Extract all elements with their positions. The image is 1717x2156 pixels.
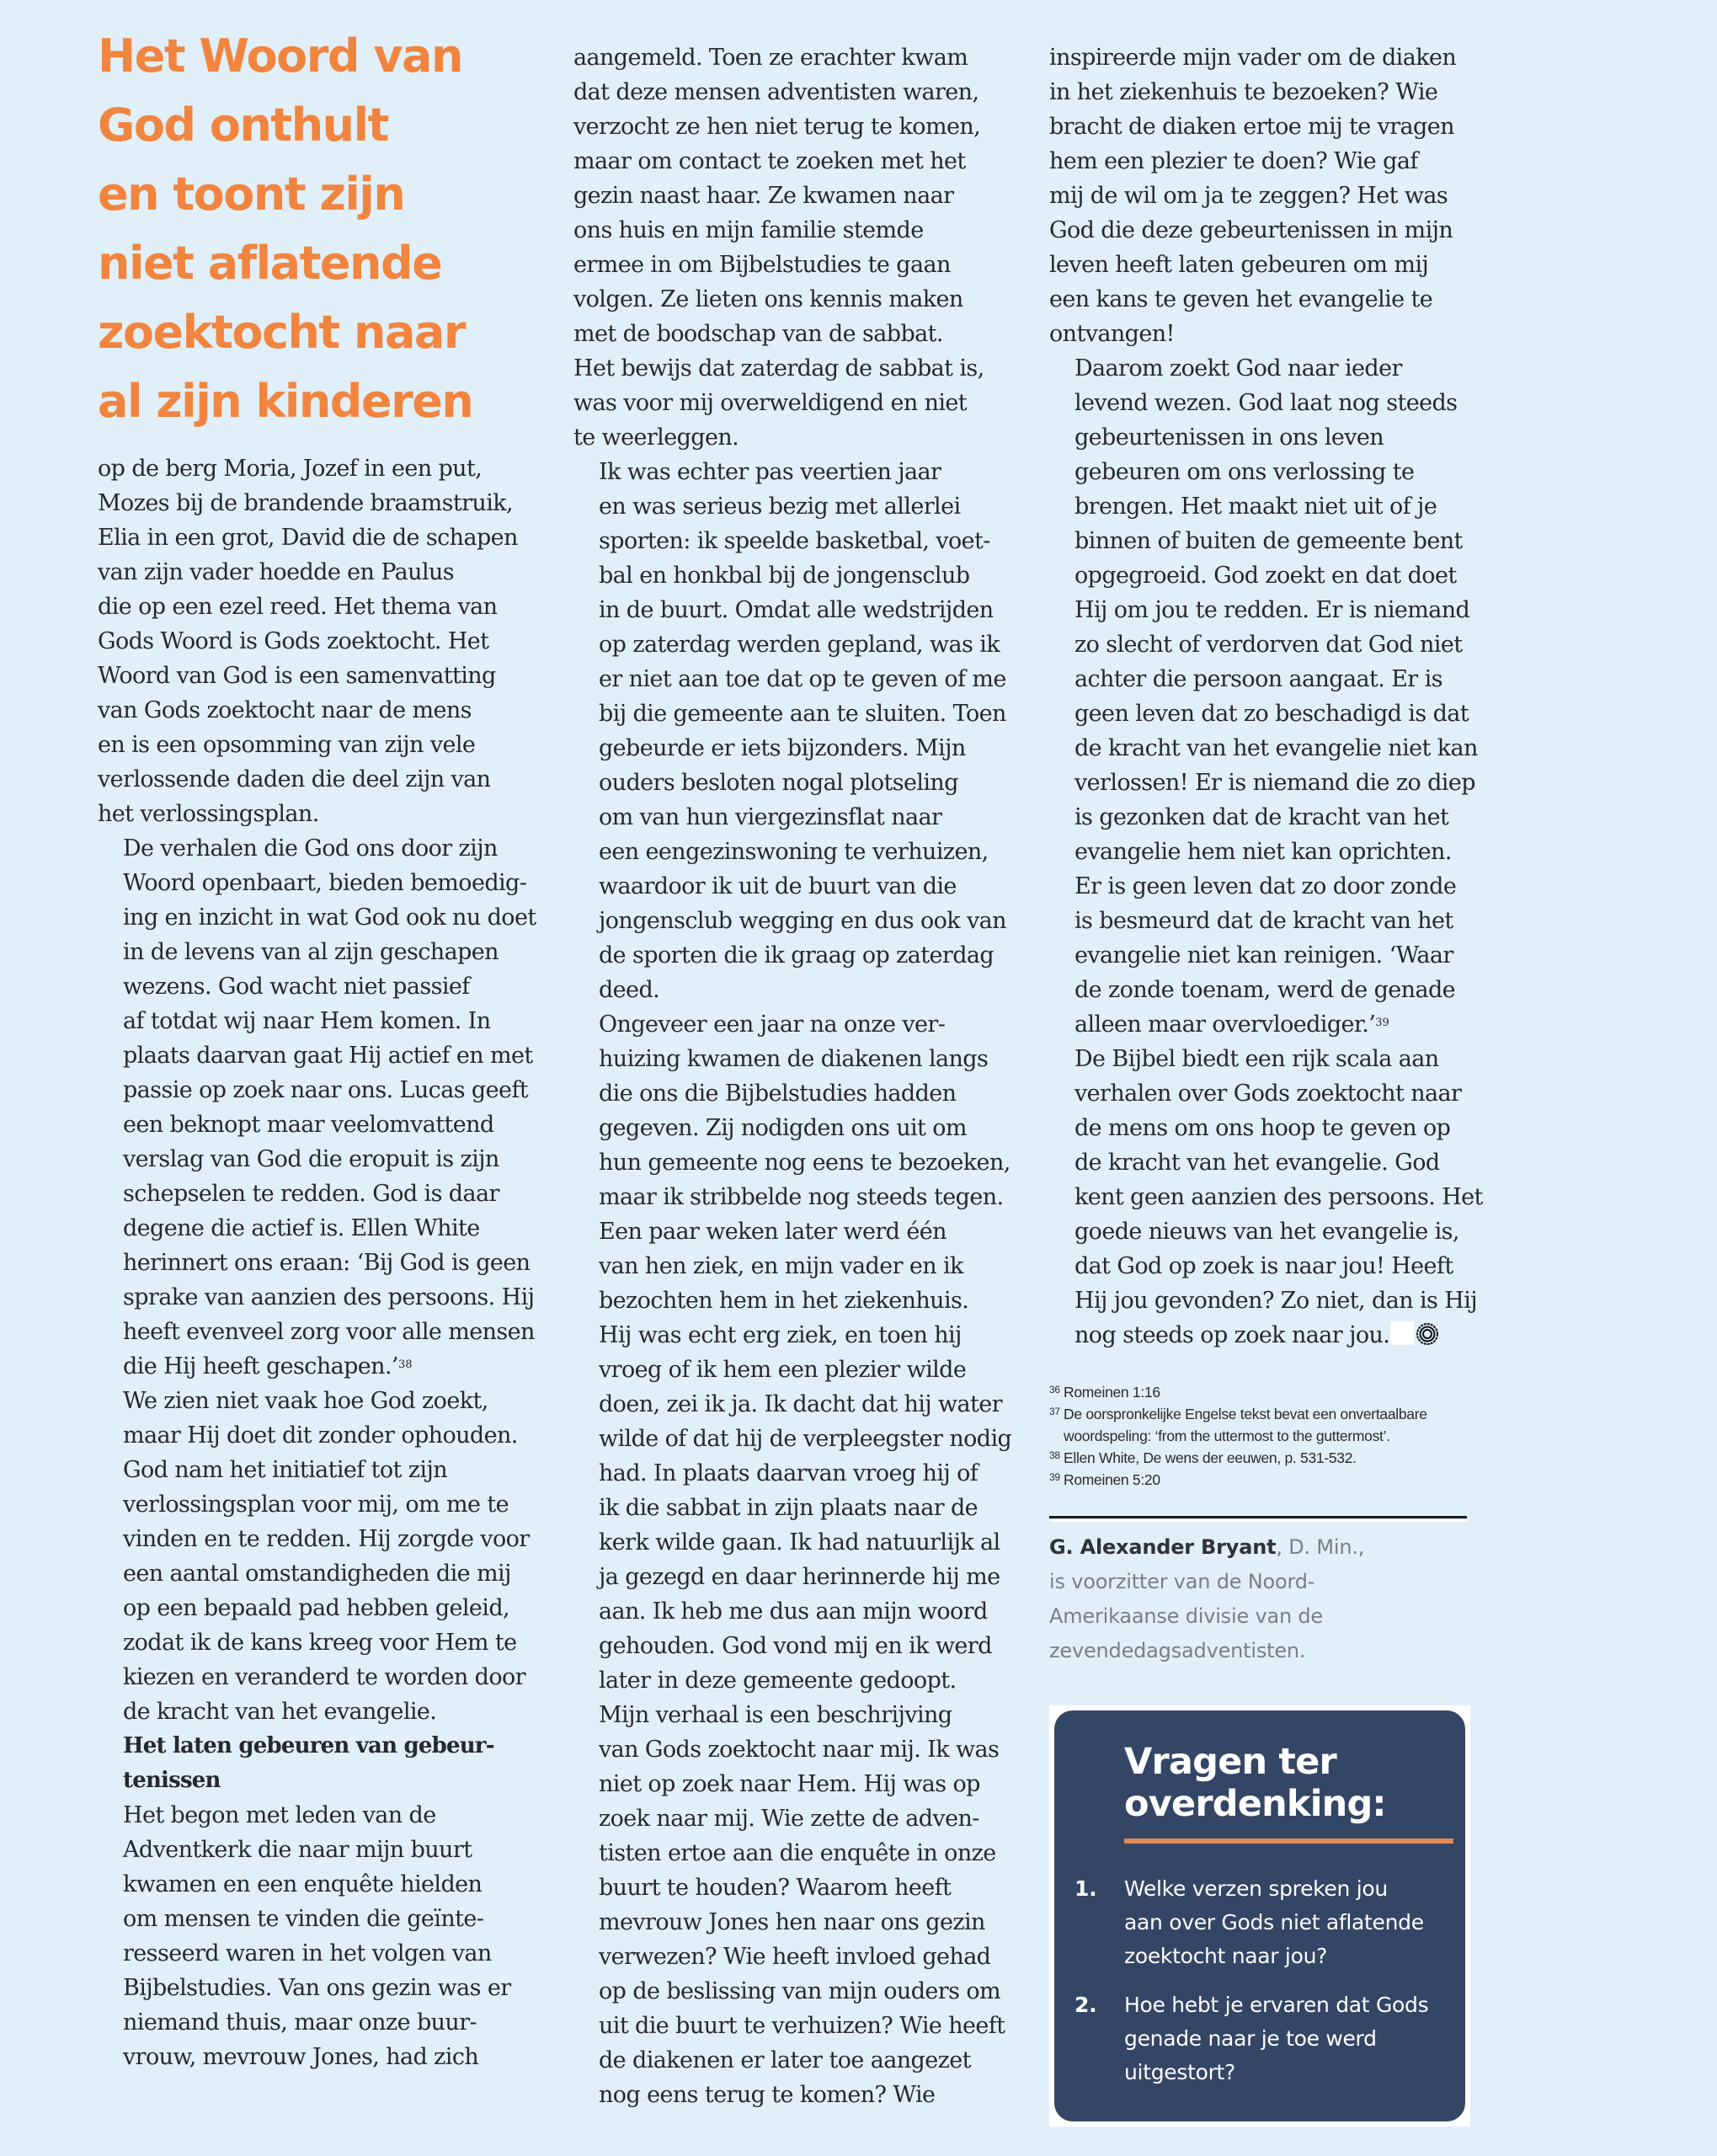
question-item (1074, 1988, 1445, 2089)
text-line: doen, zei ik ja. Ik dacht dat hij water (599, 1391, 1002, 1417)
text-line: aan. Ik heb me dus aan mijn woord (599, 1598, 988, 1625)
text-line: verlossingsplan voor mij, om me te (123, 1492, 509, 1518)
text-line: ouders besloten nogal plotseling (599, 770, 958, 796)
text-line: bracht de diaken ertoe mij te vragen (1049, 114, 1454, 140)
text-line: bij die gemeente aan te sluiten. Toen (599, 701, 1006, 727)
question-item (1074, 1872, 1445, 1973)
text-line: van Gods zoektocht naar mij. Ik was (599, 1737, 1000, 1763)
text-line: levend wezen. God laat nog steeds (1074, 390, 1458, 416)
headline-line: Het Woord van (98, 29, 462, 83)
text-line: mevrouw Jones hen naar ons gezin (599, 1909, 985, 1935)
text-line: Er is geen leven dat zo door zonde (1074, 873, 1457, 899)
question-line: Welke verzen spreken jou (1124, 1876, 1388, 1901)
text-line: volgen. Ze lieten ons kennis maken (573, 286, 963, 312)
text-line: in de levens van al zijn geschapen (123, 939, 499, 965)
paragraph (98, 1798, 552, 2074)
text-line: Adventkerk die naar mijn buurt (123, 1837, 472, 1863)
text-line: dat God op zoek is naar jou! Heeft (1074, 1253, 1453, 1279)
text-line: huizing kwamen de diakenen langs (599, 1046, 989, 1072)
text-line: en was serieus bezig met allerlei (599, 494, 961, 520)
author-name: G. Alexander Bryant (1049, 1535, 1277, 1559)
text-line: goede nieuws van het evangelie is, (1074, 1219, 1459, 1245)
end-mark-icon (1390, 1321, 1414, 1345)
text-line: verwezen? Wie heeft invloed gehad (599, 1944, 991, 1970)
title-underline (1124, 1838, 1453, 1844)
text-line: ik die sabbat in zijn plaats naar de (599, 1495, 978, 1521)
text-line: sprake van aanzien des persoons. Hij (123, 1284, 535, 1310)
text-line: de zonde toenam, werd de genade (1074, 977, 1456, 1003)
author-bio-line: is voorzitter van de Noord- (1049, 1570, 1315, 1593)
section-subheading (98, 1729, 552, 1798)
text-line: alleen maar overvloediger.’$^{39}$ (1074, 1011, 1389, 1038)
text-line: zo slecht of verdorven dat God niet (1074, 632, 1463, 658)
text-line: verlossen! Er is niemand die zo diep (1074, 770, 1475, 796)
text-line: inspireerde mijn vader om de diaken (1049, 45, 1457, 71)
footnotes (1049, 1381, 1504, 1491)
text-line: Ik was echter pas veertien jaar (599, 459, 941, 485)
text-line: op zaterdag werden gepland, was ik (599, 632, 1000, 658)
text-line: op de beslissing van mijn ouders om (599, 1978, 1000, 2004)
text-line: gebeuren om ons verlossing te (1074, 459, 1415, 485)
text-line: zodat ik de kans kreeg voor Hem te (123, 1630, 517, 1656)
text-line: niemand thuis, maar onze buur- (123, 2009, 477, 2036)
text-line: die ons die Bijbelstudies hadden (599, 1081, 957, 1107)
reflection-questions-box (1049, 1705, 1470, 2127)
paragraph (573, 455, 1028, 1007)
text-line: in het ziekenhuis te bezoeken? Wie (1049, 79, 1438, 105)
text-line: We zien niet vaak hoe God zoekt, (123, 1388, 488, 1414)
question-number: 1. (1074, 1876, 1097, 1901)
text-line: maar om contact te zoeken met het (573, 148, 966, 174)
text-line: uit die buurt te verhuizen? Wie heeft (599, 2013, 1005, 2039)
text-line: en is een opsomming van zijn vele (98, 732, 476, 758)
text-line: nog steeds op zoek naar jou. (1049, 1318, 1504, 1353)
text-line: kwamen en een enquête hielden (123, 1871, 483, 1897)
text-line: Het bewijs dat zaterdag de sabbat is, (573, 355, 984, 382)
footnote-text: De oorspronkelijke Engelse tekst bevat een onvertaalbare woordspeling: ‘from the uttermost to the guttermost’. (1064, 1406, 1427, 1444)
text-line: verslag van God die eropuit is zijn (123, 1146, 499, 1172)
text-line: een beknopt maar veelomvattend (123, 1112, 494, 1138)
footnote-number: 36 (1049, 1384, 1060, 1396)
text-line: Elia in een grot, David die de schapen (98, 525, 518, 551)
text-line: herinnert ons eraan: ‘Bij God is geen (123, 1250, 531, 1276)
question-line: Hoe hebt je ervaren dat Gods (1124, 1993, 1429, 2017)
text-line: op de berg Moria, Jozef in een put, (98, 456, 483, 482)
text-line: dat deze mensen adventisten waren, (573, 79, 979, 105)
paragraph (1049, 351, 1504, 1042)
author-bio-line: Amerikaanse divisie van de (1049, 1604, 1323, 1628)
footnote-text: Romeinen 5:20 (1064, 1471, 1160, 1488)
column-left (98, 0, 552, 2074)
text-line: de kracht van het evangelie niet kan (1074, 735, 1478, 761)
footnote-reference: 39 (1375, 1017, 1389, 1029)
text-line: Daarom zoekt God naar ieder (1074, 355, 1402, 382)
body-text-left (98, 451, 552, 2074)
text-line: jongensclub wegging en dus ook van (599, 908, 1006, 934)
questions-list (1074, 1872, 1445, 2089)
headline-line: en toont zijn (98, 168, 405, 221)
text-line: een aantal omstandigheden die mij (123, 1561, 511, 1587)
text-line: gehouden. God vond mij en ik werd (599, 1633, 992, 1659)
text-line: hun gemeente nog eens te bezoeken, (599, 1150, 1010, 1176)
text-line: van zijn vader hoedde en Paulus (98, 559, 455, 585)
text-line: God die deze gebeurtenissen in mijn (1049, 217, 1453, 243)
author-divider (1049, 1516, 1467, 1518)
paragraph (98, 451, 552, 831)
text-line: het verlossingsplan. (98, 801, 319, 827)
text-line: de kracht van het evangelie. (123, 1699, 437, 1725)
text-line: ja gezegd en daar herinnerde hij me (599, 1564, 1000, 1590)
text-line: met de boodschap van de sabbat. (573, 321, 943, 347)
text-line: Mozes bij de brandende braamstruik, (98, 490, 514, 516)
text-line: was voor mij overweldigend en niet (573, 390, 968, 416)
text-line: wilde of dat hij de verpleegster nodig (599, 1426, 1012, 1452)
question-line: zoektocht naar jou? (1124, 1944, 1328, 1968)
footnote-number: 39 (1049, 1471, 1060, 1483)
text-line: verzocht ze hen niet terug te komen, (573, 114, 981, 140)
paragraph (98, 831, 552, 1384)
text-line: zoek naar mij. Wie zette de adven- (599, 1806, 979, 1832)
text-line: gegeven. Zij nodigden ons uit om (599, 1115, 967, 1141)
text-line: die Hij heeft geschapen.’$^{38}$ (123, 1353, 413, 1380)
text-line: vinden en te redden. Hij zorgde voor (123, 1526, 530, 1552)
question-text (1124, 1988, 1428, 2089)
text-line: er niet aan toe dat op te geven of me (599, 666, 1006, 692)
text-line: Hij jou gevonden? Zo niet, dan is Hij (1074, 1288, 1477, 1314)
text-line: Woord van God is een samenvatting (98, 663, 496, 689)
text-line: brengen. Het maakt niet uit of je (1074, 494, 1437, 520)
author-bio-line: zevendedagsadventisten. (1049, 1639, 1306, 1662)
text-line: de sporten die ik graag op zaterdag (599, 942, 994, 969)
body-text-right (1049, 40, 1504, 1353)
text-line: later in deze gemeente gedoopt. (599, 1668, 957, 1694)
text-line: God nam het initiatief tot zijn (123, 1457, 448, 1483)
text-line: maar ik stribbelde nog steeds tegen. (599, 1184, 1004, 1210)
reflection-questions-title (1124, 1741, 1445, 1825)
footnote (1049, 1403, 1504, 1447)
reflection-questions-panel (1054, 1710, 1465, 2121)
author-bio (1049, 1530, 1453, 1668)
text-line: een eengezinswoning te verhuizen, (599, 839, 989, 865)
text-line: binnen of buiten de gemeente bent (1074, 528, 1463, 554)
text-line: is besmeurd dat de kracht van het (1074, 908, 1453, 934)
paragraph (573, 40, 1028, 455)
text-line: passie op zoek naar ons. Lucas geeft (123, 1077, 529, 1103)
text-line: aangemeld. Toen ze erachter kwam (573, 45, 968, 71)
text-line: die op een ezel reed. Het thema van (98, 594, 498, 620)
question-text (1124, 1872, 1424, 1973)
text-line: van Gods zoektocht naar de mens (98, 697, 472, 723)
text-line: achter die persoon aangaat. Er is (1074, 666, 1442, 692)
paragraph (573, 1698, 1028, 2112)
text-line: Bijbelstudies. Van ons gezin was er (123, 1975, 511, 2001)
text-line: evangelie niet kan reinigen. ‘Waar (1074, 942, 1453, 969)
text-line: bezochten hem in het ziekenhuis. (599, 1288, 969, 1314)
text-line: ontvangen! (1049, 321, 1175, 347)
text-line: geen leven dat zo beschadigd is dat (1074, 701, 1469, 727)
text-line: verhalen over Gods zoektocht naar (1074, 1081, 1462, 1107)
text-line: plaats daarvan gaat Hij actief en met (123, 1043, 533, 1069)
title-line: Vragen ter (1124, 1741, 1336, 1783)
text-line: te weerleggen. (573, 424, 739, 451)
text-line: de kracht van het evangelie. God (1074, 1150, 1440, 1176)
text-line: vrouw, mevrouw Jones, had zich (123, 2044, 479, 2070)
headline-line: zoektocht naar (98, 306, 465, 359)
headline-line: niet aflatende (98, 237, 442, 290)
text-line: om mensen te vinden die geïnte- (123, 1906, 484, 1932)
text-line: sporten: ik speelde basketbal, voet- (599, 528, 990, 554)
text-line: gebeurde er iets bijzonders. Mijn (599, 735, 966, 761)
text-line: gezin naast haar. Ze kwamen naar (573, 183, 954, 209)
text-line: verlossende daden die deel zijn van (98, 766, 491, 792)
text-line: Ongeveer een jaar na onze ver- (599, 1011, 946, 1038)
footnote-text: Ellen White, De wens der eeuwen, p. 531-532. (1064, 1449, 1357, 1466)
text-line: Gods Woord is Gods zoektocht. Het (98, 628, 489, 654)
text-line: Hij was echt erg ziek, en toen hij (599, 1322, 962, 1348)
text-line: Hij om jou te redden. Er is niemand (1074, 597, 1470, 623)
paragraph (1049, 40, 1504, 351)
paragraph (573, 1007, 1028, 1698)
question-number: 2. (1074, 1993, 1097, 2017)
text-line: buurt te houden? Waarom heeft (599, 1875, 952, 1901)
text-line: op een bepaald pad hebben geleid, (123, 1595, 510, 1621)
text-line: tisten ertoe aan die enquête in onze (599, 1840, 996, 1866)
question-line: aan over Gods niet aflatende (1124, 1910, 1424, 1935)
footnote-reference: 38 (397, 1358, 413, 1371)
text-line: de diakenen er later toe aangezet (599, 2047, 971, 2073)
text-line: Woord openbaart, bieden bemoedig- (123, 870, 527, 896)
text-line: een kans te geven het evangelie te (1049, 286, 1433, 312)
body-text-middle (573, 40, 1028, 2112)
text-line: tenissen (123, 1768, 221, 1793)
footnote (1049, 1469, 1504, 1491)
headline-line: God onthult (98, 99, 388, 152)
paragraph (1049, 1042, 1504, 1353)
text-line: degene die actief is. Ellen White (123, 1215, 480, 1241)
text-line: gebeurtenissen in ons leven (1074, 424, 1384, 451)
footnote-number: 37 (1049, 1406, 1060, 1417)
text-line: Het begon met leden van de (123, 1802, 436, 1828)
author-credentials: , D. Min., (1276, 1535, 1365, 1559)
article-headline (98, 0, 552, 428)
title-line: overdenking: (1124, 1783, 1386, 1825)
text-line: De Bijbel biedt een rijk scala aan (1074, 1046, 1439, 1072)
text-line: ons huis en mijn familie stemde (573, 217, 924, 243)
text-line: van hen ziek, en mijn vader en ik (599, 1253, 963, 1279)
text-line: kerk wilde gaan. Ik had natuurlijk al (599, 1529, 1000, 1556)
text-line: Een paar weken later werd één (599, 1219, 946, 1245)
text-line: in de buurt. Omdat alle wedstrijden (599, 597, 994, 623)
text-line: ermee in om Bijbelstudies te gaan (573, 252, 951, 278)
text-line: deed. (599, 977, 660, 1003)
text-line: nog eens terug te komen? Wie (599, 2082, 936, 2108)
text-line: hem een plezier te doen? Wie gaf (1049, 148, 1418, 174)
question-line: genade naar je toe werd (1124, 2026, 1377, 2051)
question-line: uitgestort? (1124, 2060, 1236, 2084)
text-line: De verhalen die God ons door zijn (123, 835, 498, 862)
text-line: waardoor ik uit de buurt van die (599, 873, 957, 899)
text-line: wezens. God wacht niet passief (123, 974, 470, 1000)
text-line: mij de wil om ja te zeggen? Het was (1049, 183, 1448, 209)
text-line: heeft evenveel zorg voor alle mensen (123, 1319, 535, 1345)
text-line: Het laten gebeuren van gebeur- (123, 1733, 494, 1758)
text-line: leven heeft laten gebeuren om mij (1049, 252, 1429, 278)
text-line: af totdat wij naar Hem komen. In (123, 1008, 491, 1034)
text-line: kiezen en veranderd te worden door (123, 1664, 525, 1690)
text-line: niet op zoek naar Hem. Hij was op (599, 1771, 980, 1797)
headline-line: al zijn kinderen (98, 375, 473, 428)
text-line: schepselen te redden. God is daar (123, 1181, 499, 1207)
footnote-text: Romeinen 1:16 (1064, 1384, 1160, 1401)
text-line: had. In plaats daarvan vroeg hij of (599, 1460, 978, 1486)
column-middle (573, 0, 1028, 2112)
text-line: maar Hij doet dit zonder ophouden. (123, 1422, 518, 1449)
text-line: de mens om ons hoop te geven op (1074, 1115, 1451, 1141)
text-line: bal en honkbal bij de jongensclub (599, 563, 970, 589)
text-line: ing en inzicht in wat God ook nu doet (123, 905, 536, 931)
footnote-number: 38 (1049, 1449, 1060, 1461)
paragraph (98, 1384, 552, 1729)
text-line: om van hun viergezinsflat naar (599, 804, 942, 830)
column-right (1049, 0, 1504, 2127)
text-line: Mijn verhaal is een beschrijving (599, 1702, 952, 1728)
text-line: kent geen aanzien des persoons. Het (1074, 1184, 1483, 1210)
text-line: is gezonken dat de kracht van het (1074, 804, 1449, 830)
footnote (1049, 1447, 1504, 1469)
text-line: evangelie hem niet kan oprichten. (1074, 839, 1452, 865)
text-line: opgegroeid. God zoekt en dat doet (1074, 563, 1457, 589)
footnote (1049, 1381, 1504, 1403)
text-line: vroeg of ik hem een plezier wilde (599, 1357, 967, 1383)
text-line: resseerd waren in het volgen van (123, 1940, 492, 1967)
